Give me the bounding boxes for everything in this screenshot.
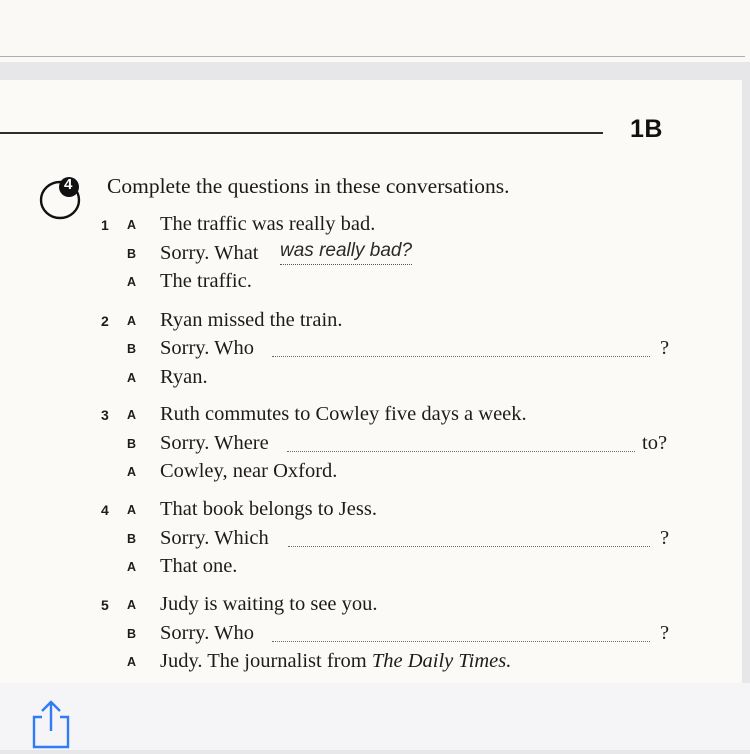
line-tail: ? [660,622,670,644]
item-2-line-a [0,309,742,335]
workbook-page [0,80,742,683]
answer-blank [272,641,650,642]
item-1-line-a [0,213,742,239]
item-3-line-b [0,432,742,458]
line-text: Sorry. What [160,242,259,264]
header-rule [0,132,603,134]
item-2-line-b [0,337,742,363]
exercise-title: Complete the questions in these conversations. [107,174,510,198]
speaker-label: B [127,247,137,261]
line-text: The traffic. [160,270,252,292]
line-text: Sorry. Who [160,337,254,359]
item-5-line-a [0,593,742,619]
speaker-label: B [127,627,137,641]
item-number: 1 [101,217,109,233]
newspaper-title: The Daily Times. [371,650,512,672]
item-1-line-c [0,270,742,296]
line-tail: to? [642,432,668,454]
item-3-line-a [0,403,742,429]
item-number: 3 [101,407,109,423]
item-1-line-b [0,242,742,268]
previous-page-rule [0,56,745,57]
speaker-label: B [127,342,137,356]
share-button[interactable] [28,699,74,749]
line-text-main: Judy. The journalist from [160,650,367,672]
answer-blank [287,451,635,452]
line-text: Sorry. Where [160,432,269,454]
item-4-line-a [0,498,742,524]
line-tail: ? [660,527,670,549]
line-text: Sorry. Which [160,527,269,549]
line-text: The traffic was really bad. [160,213,376,235]
item-2-line-c [0,366,742,392]
speaker-label: B [127,532,137,546]
line-text: Ruth commutes to Cowley five days a week. [160,403,527,425]
speaker-label: A [127,371,137,385]
line-text: That book belongs to Jess. [160,498,377,520]
speaker-label: B [127,437,137,451]
speaker-label: A [127,655,137,669]
speaker-label: A [127,503,137,517]
unit-label: 1B [630,115,663,143]
speaker-label: A [127,314,137,328]
example-answer: was really bad? [280,240,412,265]
speaker-label: A [127,218,137,232]
speaker-label: A [127,275,137,289]
answer-blank [272,356,650,357]
line-text: That one. [160,555,238,577]
item-number: 2 [101,313,109,329]
item-4-line-c [0,555,742,581]
line-text: Ryan. [160,366,208,388]
item-4-line-b [0,527,742,553]
line-text [160,650,511,673]
previous-page-strip [0,0,750,62]
line-tail: ? [660,337,670,359]
item-number: 5 [101,597,109,613]
line-text: Ryan missed the train. [160,309,343,331]
item-number: 4 [101,502,109,518]
line-text: Judy is waiting to see you. [160,593,378,615]
speaker-label: A [127,560,137,574]
speaker-label: A [127,598,137,612]
line-text: Sorry. Who [160,622,254,644]
line-text: Cowley, near Oxford. [160,460,338,482]
speaker-label: A [127,408,137,422]
speaker-label: A [127,465,137,479]
bottom-toolbar [0,683,750,750]
share-icon [28,699,74,749]
item-5-line-b [0,622,742,648]
answer-blank [288,546,650,547]
item-5-line-c [0,650,742,676]
exercise-number: 4 [64,176,73,193]
item-3-line-c [0,460,742,486]
